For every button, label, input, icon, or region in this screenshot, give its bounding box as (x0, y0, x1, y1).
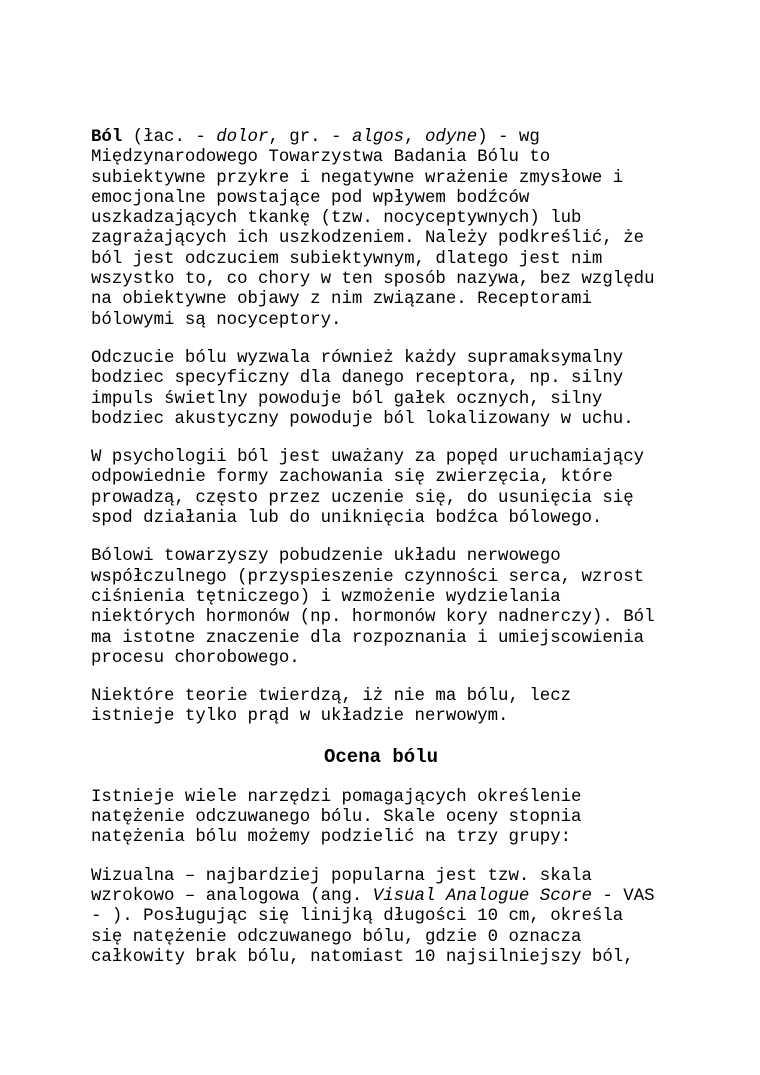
paragraph-definition (91, 128, 691, 331)
greek-term-odyne: odyne (425, 128, 478, 147)
text-segment: - VAS - ). Posługując się linijką długości 10 cm, określa się natężenie odczuwanego bólu, gdzie 0 oznacza całkowity brak bólu, natomiast 10 najsilniejszy ból, (91, 886, 655, 967)
text-segment: (łac. - (122, 128, 217, 147)
text-segment: ) - wg Międzynarodowego Towarzystwa Badania Bólu to subiektywne przykre i negatywne wrażenie zmysłowe i emocjonalne powstające pod wpływem bodźców uszkadzających tkankę (tzw. nocyceptywnych) lub zagrażających ich uszkodzeniem. Należy podkreślić, że ból jest odczuciem subiektywnym, dlatego jest nim wszystko to, co chory w ten sposób nazywa, bez względu na obiektywne objawy z nim związane. Receptorami bólowymi są nocyceptory. (91, 128, 655, 330)
paragraph-physiology: Bólowi towarzyszy pobudzenie układu nerwowego współczulnego (przyspieszenie czynności serca, wzrost ciśnienia tętniczego) i wzmożenie wydzielania niektórych hormonów (np. hormonów kory nadnerczy). Ból ma istotne znaczenie dla rozpoznania i umiejscowienia procesu chorobowego. (91, 547, 655, 668)
paragraph-visual-scale (91, 867, 691, 968)
paragraph-theories: Niektóre teorie twierdzą, iż nie ma bólu, lecz istnieje tylko prąd w układzie nerwowym. (91, 687, 572, 727)
latin-term: dolor (216, 128, 269, 147)
paragraph-psychology: W psychologii ból jest uważany za popęd uruchamiający odpowiednie formy zachowania się zwierzęcia, które prowadzą, często przez uczenie się, do usunięcia się spod działania lub do uniknięcia bodźca bólowego. (91, 448, 645, 529)
section-heading: Ocena bólu (323, 745, 439, 768)
term-bold: Ból (91, 128, 123, 147)
text-segment: Wizualna – najbardziej popularna jest tzw. skala wzrokowo – analogowa (ang. (91, 866, 592, 906)
paragraph-assessment-intro: Istnieje wiele narzędzi pomagających określenie natężenie odczuwanego bólu. Skale oceny stopnia natężenia bólu możemy podzielić na trzy grupy: (91, 787, 582, 848)
text-segment: , gr. - (268, 128, 352, 147)
paragraph-stimulus: Odczucie bólu wyzwala również każdy supramaksymalny bodziec specyficzny dla danego receptora, np. silny impuls świetlny powoduje ból gałek ocznych, silny bodziec akustyczny powoduje ból lokalizowany w uchu. (91, 348, 634, 429)
vas-term: Visual Analogue Score (372, 886, 592, 906)
text-segment: , (404, 128, 425, 147)
greek-term-algos: algos (351, 128, 405, 147)
